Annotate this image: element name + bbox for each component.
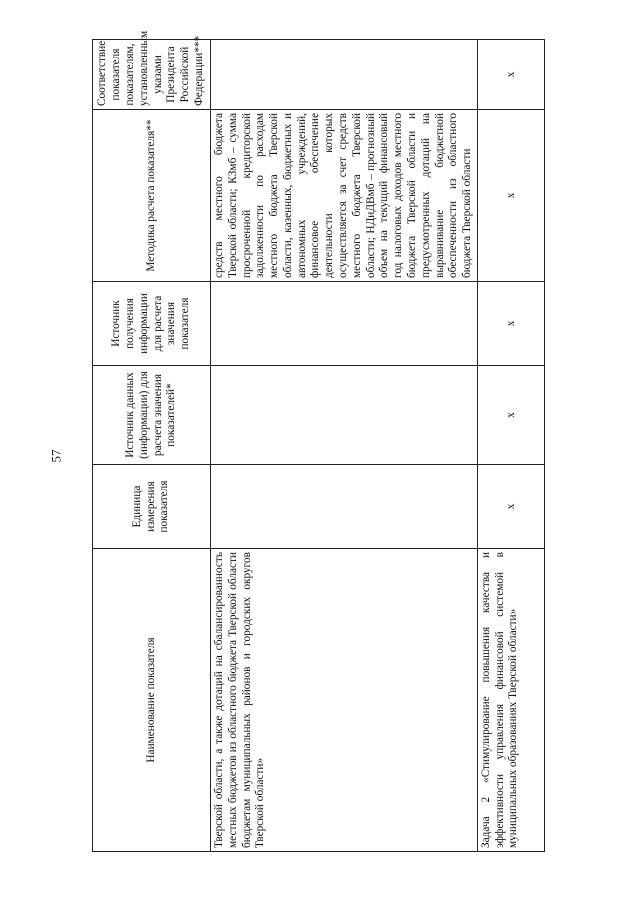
indicators-table bbox=[92, 30, 545, 852]
header-data-source: Источник данных (информации) для расчета значения показателей* bbox=[93, 366, 211, 465]
header-info-source: Источник получения информации для расчета значения показателя bbox=[93, 282, 211, 366]
table-header-row bbox=[93, 40, 211, 852]
cell-info-source bbox=[211, 282, 478, 366]
cell-data-source bbox=[211, 366, 478, 465]
page-number: 57 bbox=[48, 449, 64, 463]
cell-methodology: средств местного бюджета Тверской области; КЗмб – сумма просроченной кредиторской задолженности по расходам местного бюджета Тверской области, казенных, бюджетных и автономных учреждений, финансовое обеспечение деятельности которых осуществляется за счет средств местного бюджета Тверской области; НДиДВмб – прогнозный объем на текущий финансовый год налоговых доходов местного бюджета Тверской области и предусмотренных дотаций на выравнивание бюджетной обеспеченности из областного бюджета Тверской области bbox=[211, 110, 478, 282]
table-row bbox=[477, 40, 544, 852]
header-indicator-name: Наименование показателя bbox=[93, 549, 211, 852]
cell-unit: х bbox=[477, 465, 544, 549]
cell-indicator-name: Тверской области, а также дотаций на сбалансированность местных бюджетов из областного бюджета Тверской области бюджетам муниципальных районов и городских округов Тверской области» bbox=[211, 549, 478, 852]
cell-compliance: х bbox=[477, 40, 544, 110]
cell-compliance bbox=[211, 40, 478, 110]
table-row bbox=[211, 40, 478, 852]
header-unit: Единица измерения показателя bbox=[93, 465, 211, 549]
rotated-table-wrapper bbox=[92, 30, 532, 852]
cell-methodology: х bbox=[477, 110, 544, 282]
header-compliance: Соответствие показателя показателям, установленным указами Президента Российской Федерации*** bbox=[93, 40, 211, 110]
cell-info-source: х bbox=[477, 282, 544, 366]
header-methodology: Методика расчета показателя** bbox=[93, 110, 211, 282]
cell-data-source: х bbox=[477, 366, 544, 465]
cell-indicator-name: Задача 2 «Стимулирование повышения качества и эффективности управления финансовой системой в муниципальных образованиях Тверской области» bbox=[477, 549, 544, 852]
cell-unit bbox=[211, 465, 478, 549]
